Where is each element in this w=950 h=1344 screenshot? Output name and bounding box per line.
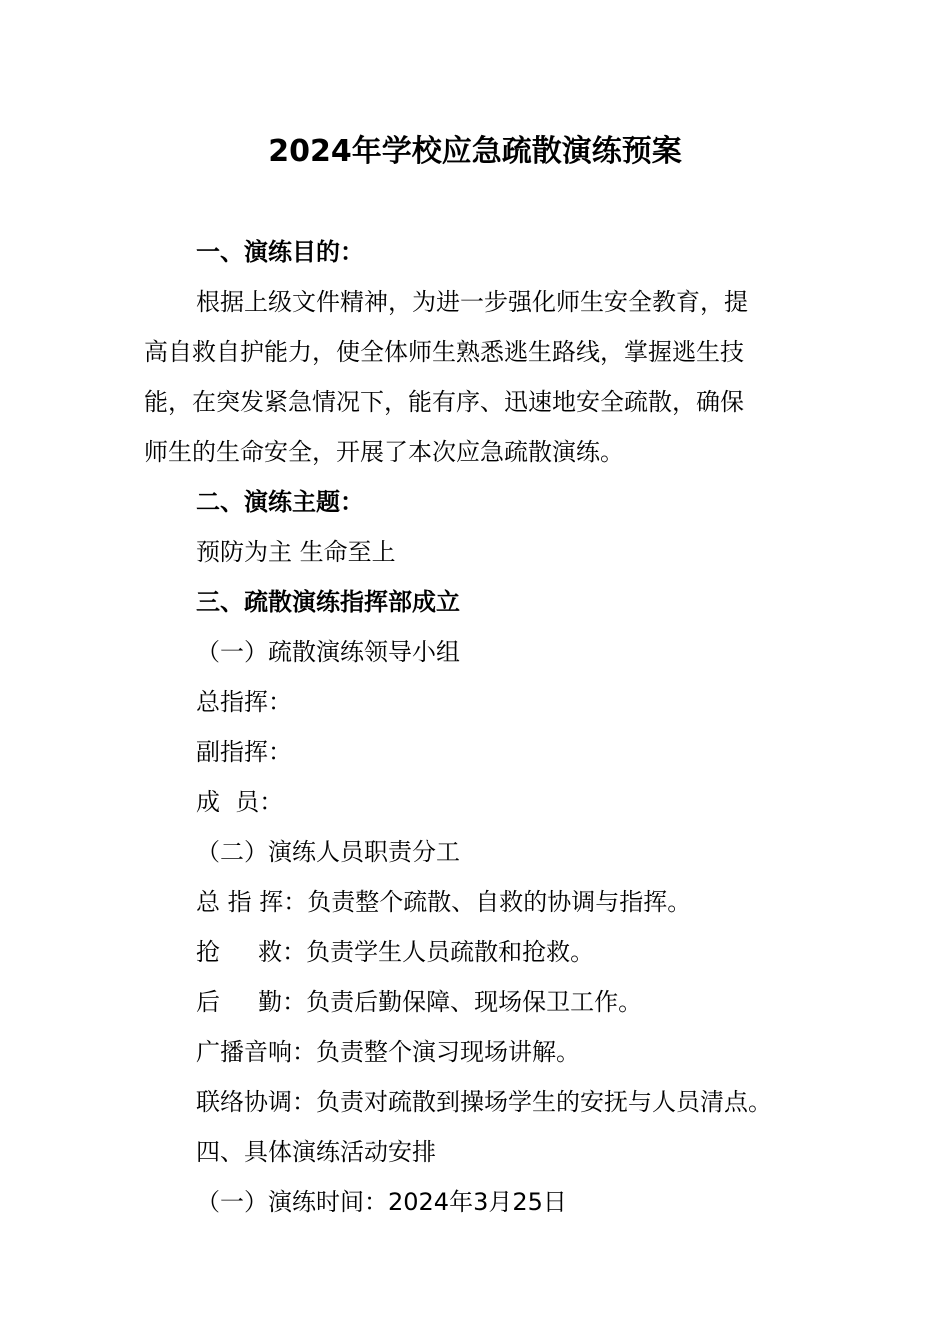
- section-1-paragraph-line-2: 高自救自护能力，使全体师生熟悉逃生路线，掌握逃生技: [144, 338, 744, 366]
- duty-commander: 总 指 挥：负责整个疏散、自救的协调与指挥。: [196, 888, 692, 916]
- section-1-paragraph-line-4: 师生的生命安全，开展了本次应急疏散演练。: [144, 438, 624, 466]
- section-3-subheading-1: （一）疏散演练领导小组: [196, 638, 460, 666]
- section-4-heading: 四、具体演练活动安排: [196, 1138, 436, 1166]
- members-line: 成 员：: [196, 788, 284, 816]
- duty-broadcast: 广播音响：负责整个演习现场讲解。: [196, 1038, 580, 1066]
- section-1-heading: 一、演练目的：: [196, 238, 364, 266]
- duty-liaison: 联络协调：负责对疏散到操场学生的安抚与人员清点。: [196, 1088, 772, 1116]
- section-1-paragraph-line-3: 能，在突发紧急情况下，能有序、迅速地安全疏散，确保: [144, 388, 744, 416]
- duty-rescue: 抢 救：负责学生人员疏散和抢救。: [196, 938, 595, 966]
- section-3-subheading-2: （二）演练人员职责分工: [196, 838, 460, 866]
- section-2-theme: 预防为主 生命至上: [196, 538, 396, 566]
- section-4-time: （一）演练时间：2024年3月25日: [196, 1188, 567, 1216]
- duty-logistics: 后 勤：负责后勤保障、现场保卫工作。: [196, 988, 643, 1016]
- document-title: 2024年学校应急疏散演练预案: [268, 134, 682, 169]
- commander-line: 总指挥：: [196, 688, 292, 716]
- vice-commander-line: 副指挥：: [196, 738, 292, 766]
- section-1-paragraph-line-1: 根据上级文件精神，为进一步强化师生安全教育，提: [196, 288, 748, 316]
- section-2-heading: 二、演练主题：: [196, 488, 364, 516]
- section-3-heading: 三、疏散演练指挥部成立: [196, 588, 460, 616]
